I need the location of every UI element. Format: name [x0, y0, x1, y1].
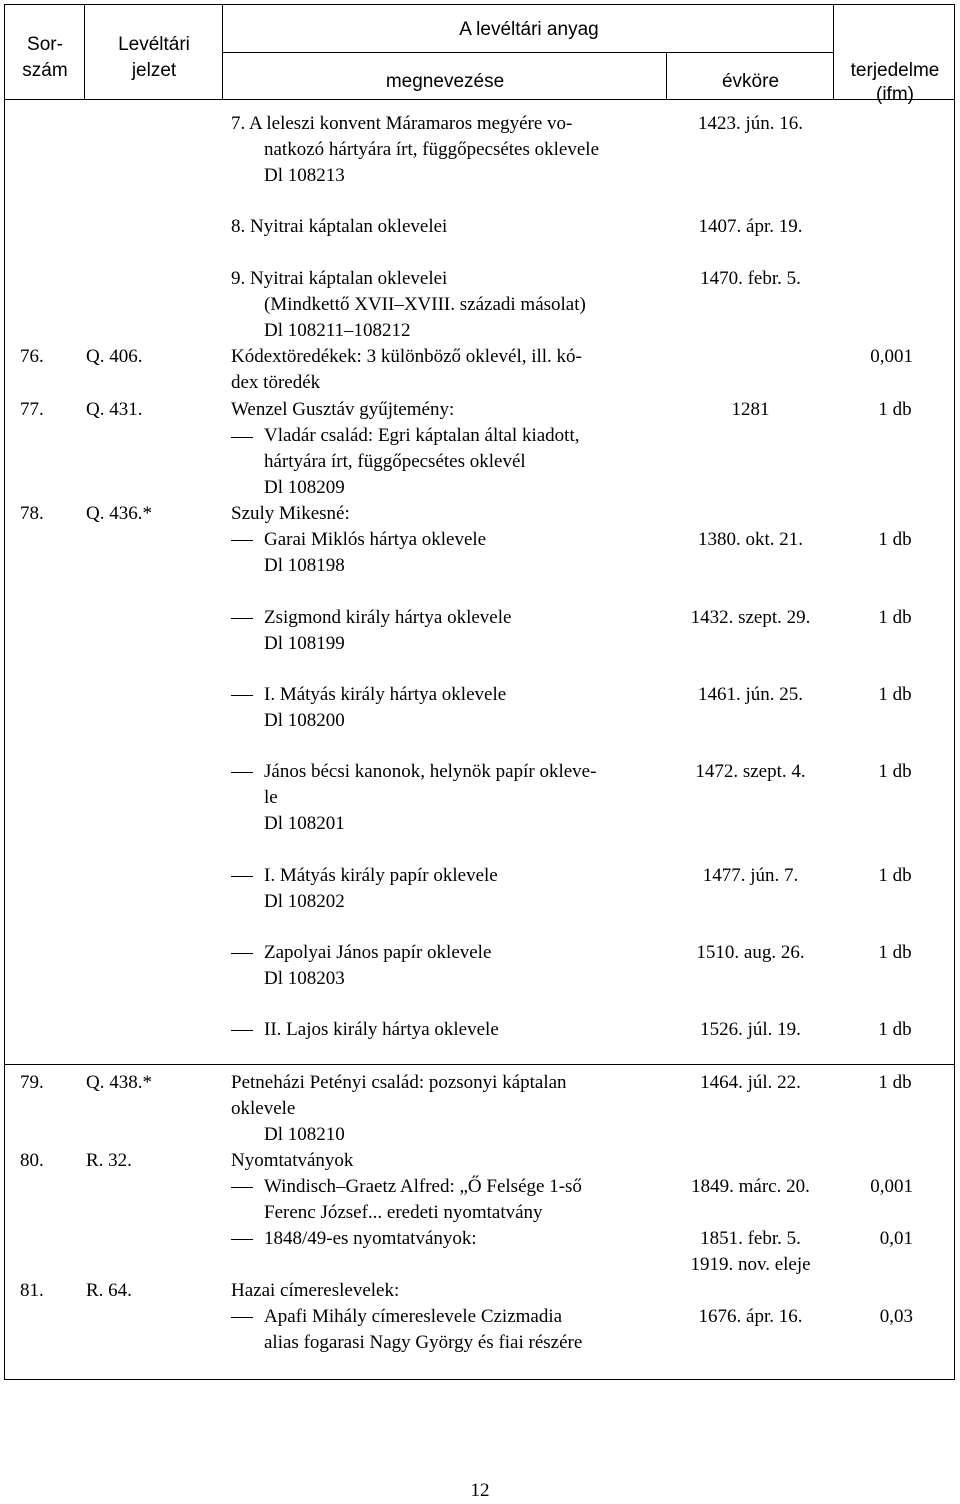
- bullet-dash: [231, 540, 253, 541]
- header-divider: [222, 52, 834, 53]
- row78-item-title: I. Mátyás király hártya oklevele: [264, 684, 507, 705]
- row9-year: 1470. febr. 5.: [700, 268, 801, 289]
- header-megnevezese: megnevezése: [385, 71, 505, 92]
- row78-item-year: 1477. jún. 7.: [702, 865, 799, 886]
- row77-line2: Vladár család: Egri káptalan által kiadott,: [264, 425, 580, 446]
- row8-year: 1407. ápr. 19.: [698, 216, 803, 237]
- bullet-dash: [231, 1317, 253, 1318]
- row78-item-year: 1526. júl. 19.: [700, 1019, 801, 1040]
- header-sorszam-2: szám: [22, 60, 68, 81]
- row7-line2: natkozó hártyára írt, függőpecsétes oklevele: [264, 139, 599, 160]
- row77-line1: Wenzel Gusztáv gyűjtemény:: [231, 399, 455, 420]
- row77-num: 77.: [20, 399, 44, 420]
- row78-item-year: 1510. aug. 26.: [696, 942, 805, 963]
- row80-item2-year2: 1919. nov. eleje: [690, 1254, 811, 1275]
- row9-line1: 9. Nyitrai káptalan oklevelei: [231, 268, 448, 289]
- row80-item1-line2: Ferenc József... eredeti nyomtatvány: [264, 1202, 543, 1223]
- row7-year: 1423. jún. 16.: [697, 113, 804, 134]
- row76-num: 76.: [20, 346, 44, 367]
- bullet-dash: [231, 695, 253, 696]
- row81-year: 1676. ápr. 16.: [698, 1306, 803, 1327]
- row78-item-title-cont: le: [264, 787, 278, 808]
- row80-item1-size: 0,001: [870, 1176, 913, 1197]
- row79-size: 1 db: [878, 1072, 912, 1093]
- row8-line1: 8. Nyitrai káptalan oklevelei: [231, 216, 448, 237]
- row81-item1-line2: alias fogarasi Nagy György és fiai részére: [264, 1332, 583, 1353]
- row78-item-size: 1 db: [878, 942, 912, 963]
- row78-item-ref: Dl 108202: [264, 891, 345, 912]
- row78-item-ref: Dl 108200: [264, 710, 345, 731]
- row81-item1-line1: Apafi Mihály címereslevele Czizmadia: [264, 1306, 563, 1327]
- header-terjedelme-1: terjedelme: [850, 60, 940, 81]
- row81-num: 81.: [20, 1280, 44, 1301]
- bullet-dash: [231, 618, 253, 619]
- bullet-dash: [231, 953, 253, 954]
- bullet-dash: [231, 437, 253, 438]
- header-group: A levéltári anyag: [459, 19, 599, 40]
- row9-line2: (Mindkettő XVII–XVIII. századi másolat): [264, 294, 586, 315]
- bullet-dash: [231, 1030, 253, 1031]
- row77-year: 1281: [731, 399, 770, 420]
- row78-item-title: I. Mátyás király papír oklevele: [264, 865, 498, 886]
- row78-num: 78.: [20, 503, 44, 524]
- row77-line4: Dl 108209: [264, 477, 345, 498]
- row7-line1: 7. A leleszi konvent Máramaros megyére vo-: [231, 113, 573, 134]
- row76-line1: Kódextöredékek: 3 különböző oklevél, ill. kó-: [231, 346, 582, 367]
- row80-item2-year1: 1851. febr. 5.: [700, 1228, 801, 1249]
- row78-item-ref: Dl 108199: [264, 633, 345, 654]
- row79-num: 79.: [20, 1072, 44, 1093]
- header-evkore: évköre: [721, 71, 780, 92]
- row80-line1: Nyomtatványok: [231, 1150, 354, 1171]
- row78-item-ref: Dl 108198: [264, 555, 345, 576]
- bullet-dash: [231, 876, 253, 877]
- row80-item1-line1: Windisch–Graetz Alfred: „Ő Felsége 1-ső: [264, 1176, 582, 1197]
- row78-item-size: 1 db: [878, 684, 912, 705]
- row78-item-title: Garai Miklós hártya oklevele: [264, 529, 487, 550]
- header-terjedelme-2: (ifm): [876, 84, 914, 105]
- row79-line2: oklevele: [231, 1098, 296, 1119]
- row80-item2-size: 0,01: [879, 1228, 913, 1249]
- row78-item-title: II. Lajos király hártya oklevele: [264, 1019, 499, 1040]
- row79-code: Q. 438.*: [86, 1072, 152, 1093]
- row80-item1-year: 1849. márc. 20.: [691, 1176, 810, 1197]
- row78-item-ref: Dl 108203: [264, 968, 345, 989]
- row80-num: 80.: [20, 1150, 44, 1171]
- row78-item-size: 1 db: [878, 607, 912, 628]
- row77-code: Q. 431.: [86, 399, 143, 420]
- row78-item-size: 1 db: [878, 865, 912, 886]
- row78-line1: Szuly Mikesné:: [231, 503, 350, 524]
- row78-item-year: 1432. szept. 29.: [690, 607, 811, 628]
- row9-line3: Dl 108211–108212: [264, 320, 411, 341]
- bullet-dash: [231, 1239, 253, 1240]
- row78-item-title: Zsigmond király hártya oklevele: [264, 607, 512, 628]
- row77-size: 1 db: [878, 399, 912, 420]
- row78-item-title: Zapolyai János papír oklevele: [264, 942, 492, 963]
- row81-line1: Hazai címereslevelek:: [231, 1280, 400, 1301]
- page-number: 12: [470, 1480, 490, 1501]
- row79-line1: Petneházi Petényi család: pozsonyi káptalan: [231, 1072, 567, 1093]
- row79-line3: Dl 108210: [264, 1124, 345, 1145]
- row80-item2-line1: 1848/49-es nyomtatványok:: [264, 1228, 477, 1249]
- row81-code: R. 64.: [86, 1280, 132, 1301]
- bullet-dash: [231, 772, 253, 773]
- row76-code: Q. 406.: [86, 346, 143, 367]
- row78-code: Q. 436.*: [86, 503, 152, 524]
- row78-item-ref: Dl 108201: [264, 813, 345, 834]
- header-bottom-rule: [4, 99, 955, 100]
- row77-line3: hártyára írt, függőpecsétes oklevél: [264, 451, 526, 472]
- row78-item-year: 1380. okt. 21.: [697, 529, 804, 550]
- header-jelzet-2: jelzet: [131, 60, 177, 81]
- row78-item-size: 1 db: [878, 1019, 912, 1040]
- row81-size: 0,03: [879, 1306, 913, 1327]
- row78-item-size: 1 db: [878, 761, 912, 782]
- row78-item-size: 1 db: [878, 529, 912, 550]
- header-sorszam-1: Sor-: [27, 34, 63, 55]
- row78-item-title: János bécsi kanonok, helynök papír okleve-: [264, 761, 597, 782]
- row-rule: [4, 1064, 955, 1065]
- row76-size: 0,001: [870, 346, 913, 367]
- row79-year: 1464. júl. 22.: [700, 1072, 801, 1093]
- row78-item-year: 1461. jún. 25.: [697, 684, 804, 705]
- row7-line3: Dl 108213: [264, 165, 345, 186]
- header-jelzet-1: Levéltári: [118, 34, 190, 55]
- row78-item-year: 1472. szept. 4.: [695, 761, 806, 782]
- row76-line2: dex töredék: [231, 372, 321, 393]
- row80-code: R. 32.: [86, 1150, 132, 1171]
- bullet-dash: [231, 1187, 253, 1188]
